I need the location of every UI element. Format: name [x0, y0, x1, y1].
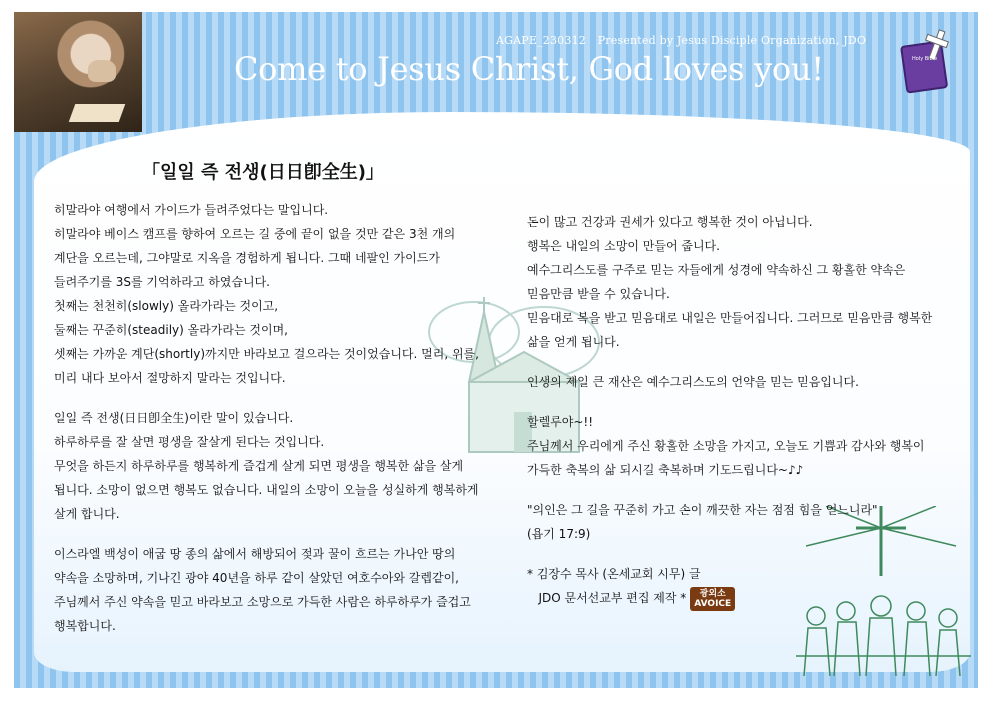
text-line: 첫째는 천천히(slowly) 올라가라는 것이고,: [54, 299, 279, 313]
text-line: 됩니다. 소망이 없으면 행복도 없습니다. 내일의 소망이 오늘을 성실하게 행복하게: [54, 483, 479, 497]
bible-icon: [894, 26, 964, 96]
praying-man-photo: [14, 12, 142, 132]
paragraph-gap: [54, 390, 504, 406]
avoice-badge-bottom: AVOICE: [694, 598, 732, 609]
paragraph-gap: [527, 394, 967, 410]
book-on-table: [69, 104, 126, 122]
text-line: 돈이 많고 건강과 권세가 있다고 행복한 것이 아닙니다.: [527, 215, 813, 229]
text-line: 하루하루를 잘 살면 평생을 잘살게 된다는 것입니다.: [54, 435, 325, 449]
avoice-badge: [690, 587, 735, 611]
producer-line: [527, 586, 967, 611]
text-line: 계단을 오르는데, 그야말로 지옥을 경험하게 됩니다. 그때 네팔인 가이드가: [54, 251, 440, 265]
article-left-column: [54, 198, 504, 638]
text-line: 들려주기를 3S를 기억하라고 하였습니다.: [54, 275, 270, 289]
paragraph-gap: [527, 546, 967, 562]
text-line: 믿음대로 복을 받고 믿음대로 내일은 만들어집니다. 그러므로 믿음만큼 행복한: [527, 311, 933, 325]
producer-text: JDO 문서선교부 편집 제작 *: [538, 591, 687, 605]
text-line: 히말라야 여행에서 가이드가 들려주었다는 말입니다.: [54, 203, 329, 217]
text-line: 살게 합니다.: [54, 507, 120, 521]
meta-presenter: Presented by Jesus Disciple Organization, JDO: [597, 34, 867, 47]
quote-line: "의인은 그 길을 꾸준히 가고 손이 깨끗한 자는 점점 힘을 얻느니라": [527, 503, 878, 517]
text-line: 셋째는 가까운 계단(shortly)까지만 바라보고 걸으라는 것이었습니다. 멀리, 위를,: [54, 347, 479, 361]
text-line: 둘째는 꾸준히(steadily) 올라가라는 것이며,: [54, 323, 288, 337]
text-line: 무엇을 하든지 하루하루를 행복하게 즐겁게 살게 되면 평생을 행복한 삶을 살게: [54, 459, 464, 473]
text-line: 가득한 축복의 삶 되시길 축복하며 기도드립니다~♪♪: [527, 463, 804, 477]
author-line: * 김장수 목사 (온세교회 시무) 글: [527, 567, 701, 581]
text-line: 인생의 제일 큰 재산은 예수그리스도의 언약을 믿는 믿음입니다.: [527, 375, 859, 389]
paragraph-gap: [527, 482, 967, 498]
text-line: 행복합니다.: [54, 619, 116, 633]
praying-hands: [88, 60, 116, 82]
quote-source: (욥기 17:9): [527, 527, 591, 541]
text-line: 믿음만큼 받을 수 있습니다.: [527, 287, 670, 301]
meta-code: AGAPE_230312: [496, 34, 586, 47]
text-line: 일일 즉 전생(日日卽全生)이란 말이 있습니다.: [54, 411, 294, 425]
text-line: 삶을 얻게 됩니다.: [527, 335, 620, 349]
text-line: 히말라야 베이스 캠프를 향하여 오르는 길 중에 끝이 없을 것만 같은 3천 개의: [54, 227, 456, 241]
page-frame: [14, 12, 978, 688]
text-line: 주님께서 주신 약속을 믿고 바라보고 소망으로 가득한 사람은 하루하루가 즐겁고: [54, 595, 471, 609]
text-line: 주님께서 우리에게 주신 황홀한 소망을 가지고, 오늘도 기쁨과 감사와 행복이: [527, 439, 925, 453]
text-line: 예수그리스도를 구주로 믿는 자들에게 성경에 약속하신 그 황홀한 약속은: [527, 263, 906, 277]
avoice-badge-top: 광외소: [699, 588, 726, 599]
page-title: Come to Jesus Christ, God loves you!: [234, 50, 824, 88]
text-line: 행복은 내일의 소망이 만들어 줍니다.: [527, 239, 720, 253]
article-right-column: [527, 210, 967, 611]
bible-label: Holy Bible: [912, 56, 938, 62]
text-line: 이스라엘 백성이 애굽 땅 종의 삶에서 해방되어 젖과 꿀이 흐르는 가나안 땅의: [54, 547, 456, 561]
header-meta: [496, 34, 866, 47]
text-line: 미리 내다 보아서 절망하지 말라는 것입니다.: [54, 371, 286, 385]
paragraph-gap: [527, 354, 967, 370]
article-heading: 「일일 즉 전생(日日卽全生)」: [142, 162, 384, 183]
text-line: 약속을 소망하며, 기나긴 광야 40년을 하루 같이 살았던 여호수아와 갈렙같이,: [54, 571, 459, 585]
paragraph-gap: [54, 526, 504, 542]
text-line: 할렐루야~!!: [527, 415, 594, 429]
